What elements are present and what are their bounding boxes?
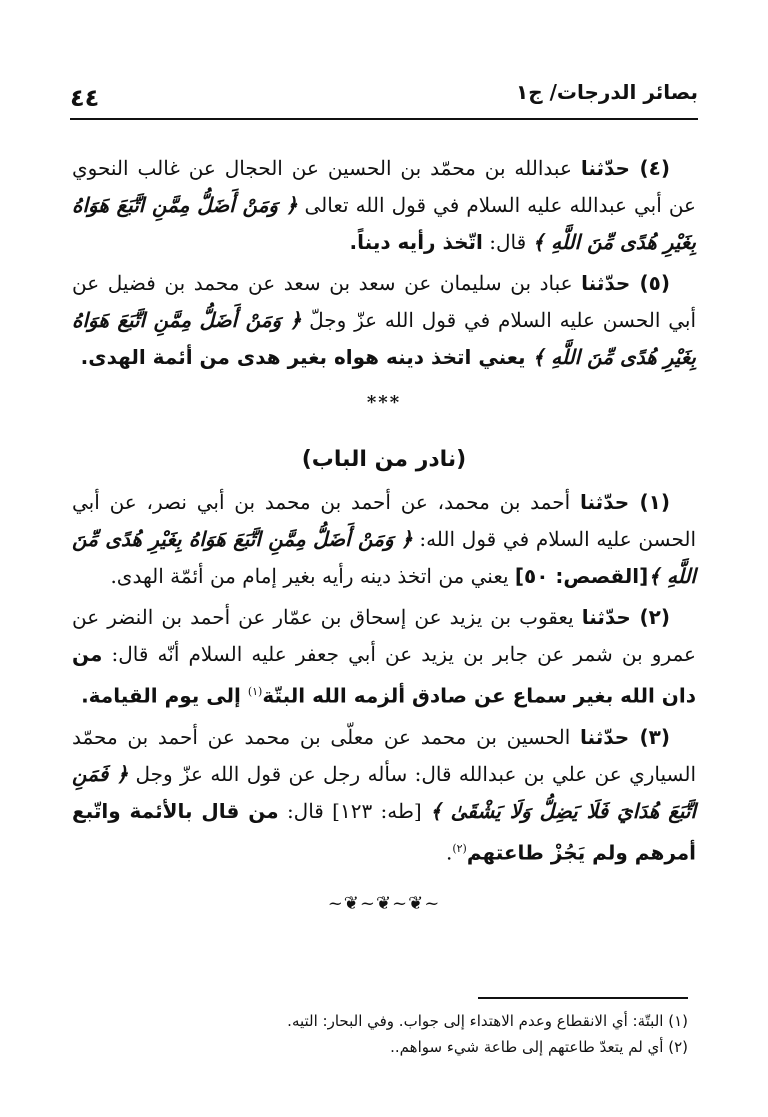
hadith-connector: قال: [278,798,324,823]
page-header [70,74,698,120]
hadith-1 [72,484,696,595]
hadith-connector: قال: [482,230,533,254]
section-separator: *** [366,392,402,413]
quran-verse: ﴿ وَمَنْ أَضَلُّ مِمَّنِ اتَّبَعَ هَوَاهُ بِغَيْرِ هُدًى مِّنَ اللَّهِ ﴾ [72,193,696,254]
main-text [72,150,696,922]
footnotes [72,1008,688,1060]
hadith-lead: (٥) حدّثنا [581,271,670,295]
verse-reference: [طه: ١٢٣] [323,798,430,823]
verse-reference: [القصص: ٥٠] [514,564,649,588]
hadith-4 [72,150,696,261]
page-number: ٤٤ [70,84,100,112]
quran-verse: ﴿ وَمَنْ أَضَلُّ مِمَّنِ اتَّبَعَ هَوَاهُ بِغَيْرِ هُدًى مِّنَ اللَّهِ ﴾ [72,308,696,369]
hadith-end: . [445,840,453,865]
hadith-explanation: يعني من اتخذ دينه رأيه بغير إمام من أئمّة الهدى. [110,564,515,588]
ornament-divider: ~❦~❦~❦~ [327,893,441,915]
quran-verse: ﴿ وَمَنْ أَضَلُّ مِمَّنِ اتَّبَعَ هَوَاهُ بِغَيْرِ هُدًى مِّنَ اللَّهِ ﴾ [72,527,696,588]
hadith-2 [72,599,696,715]
footnote-2: (٢) أي لم يتعدّ طاعتهم إلى طاعة شيء سواهم.. [390,1038,688,1056]
hadith-lead: (٢) حدّثنا [581,605,670,629]
quran-verse: ﴿ فَمَنِ اتَّبَعَ هُدَايَ فَلَا يَضِلُّ وَلَا يَشْقَىٰ ﴾ [72,761,697,823]
hadith-lead: (٤) حدّثنا [580,156,670,180]
footnote-rule [478,997,688,999]
footnote-marker[interactable]: (١) [247,685,263,698]
hadith-5 [72,265,696,376]
section-title: (نادر من الباب) [301,447,467,472]
hadith-answer: من دان الله بغير سماع عن صادق ألزمه الله البتّة [72,642,696,708]
footnote-marker[interactable]: (٢) [452,841,467,855]
hadith-answer: من قال بالأئمة واتّبع أمرهم ولم يَجُزْ طاعتهم [72,798,696,865]
hadith-answer: يعني اتخذ دينه هواه بغير هدى من أئمة الهدى. [80,345,533,369]
hadith-chain: أحمد بن محمد، عن أحمد بن محمد بن أبي نصر، عن أبي الحسن عليه السلام في قول الله: [72,490,697,551]
hadith-answer: اتّخذ رأيه ديناً. [349,230,483,254]
hadith-chain: عبدالله بن محمّد بن الحسين عن الحجال عن غالب النحوي عن أبي عبدالله عليه السلام في قول الله تعالى [72,156,696,217]
footnote-1: (١) البتّة: أي الانقطاع وعدم الاهتداء إلى جواب. وفي البحار: التيه. [287,1012,688,1030]
hadith-chain: عباد بن سليمان عن سعد بن سعد عن محمد بن فضيل عن أبي الحسن عليه السلام في قول الله عزّ وجلّ [72,271,696,332]
hadith-answer-end: إلى يوم القيامة. [81,683,248,708]
hadith-lead: (١) حدّثنا [579,490,670,514]
hadith-chain: يعقوب بن يزيد عن إسحاق بن عمّار عن أحمد بن النضر عن عمرو بن شمر عن جابر بن يزيد عن أبي جعفر عليه السلام أنّه قال: [72,605,696,666]
running-title: بصائر الدرجات/ ج١ [516,80,698,104]
hadith-3 [72,719,696,872]
hadith-lead: (٣) حدّثنا [580,724,670,749]
hadith-chain: الحسين بن محمد عن معلّى بن محمد عن أحمد بن محمّد السياري عن علي بن عبدالله قال: سأله رجل عن قول الله عزّ وجل [72,724,697,786]
